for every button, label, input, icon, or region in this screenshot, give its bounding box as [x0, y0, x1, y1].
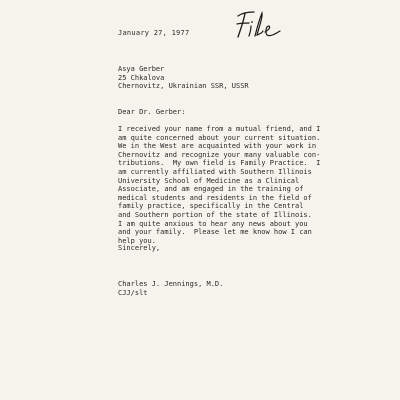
- body-line: am quite concerned about your current situation.: [118, 133, 321, 142]
- body-line: University School of Medicine as a Clinical: [118, 176, 300, 185]
- body-line: Chernovitz and recognize your many valuable con-: [118, 150, 321, 159]
- body-line: am currently affiliated with Southern Illinois: [118, 167, 312, 176]
- body-line: We in the West are acquainted with your work in: [118, 142, 317, 151]
- body-line: medical students and residents in the field of: [118, 193, 312, 202]
- body-line: family practice, specifically in the Central: [118, 202, 304, 211]
- letter-body: [118, 125, 320, 245]
- closing: Sincerely,: [118, 244, 161, 252]
- recipient-street: 25 Chkalova: [118, 73, 165, 82]
- body-line: and your family. Please let me know how I can: [118, 228, 312, 237]
- signer-name: Charles J. Jennings, M.D.: [118, 280, 224, 288]
- body-line: tributions. My own field is Family Practice. I: [118, 159, 321, 168]
- body-line: help you.: [118, 236, 156, 245]
- recipient-name: Asya Gerber: [118, 65, 165, 73]
- recipient-city: Chernovitz, Ukrainian SSR, USSR: [118, 82, 249, 91]
- body-line: I am quite anxious to hear any news about you: [118, 219, 308, 228]
- salutation: Dear Dr. Gerber:: [118, 108, 186, 116]
- body-line: and Southern portion of the state of Illinois.: [118, 210, 312, 219]
- typist-initials: CJJ/slt: [118, 288, 148, 297]
- letter-date: January 27, 1977: [118, 29, 190, 37]
- body-line: Associate, and am engaged in the training of: [118, 185, 304, 194]
- signature-block: [118, 280, 223, 297]
- recipient-address: [118, 65, 249, 91]
- handwritten-file-annotation: [232, 10, 290, 40]
- body-line: I received your name from a mutual friend, and I: [118, 125, 321, 133]
